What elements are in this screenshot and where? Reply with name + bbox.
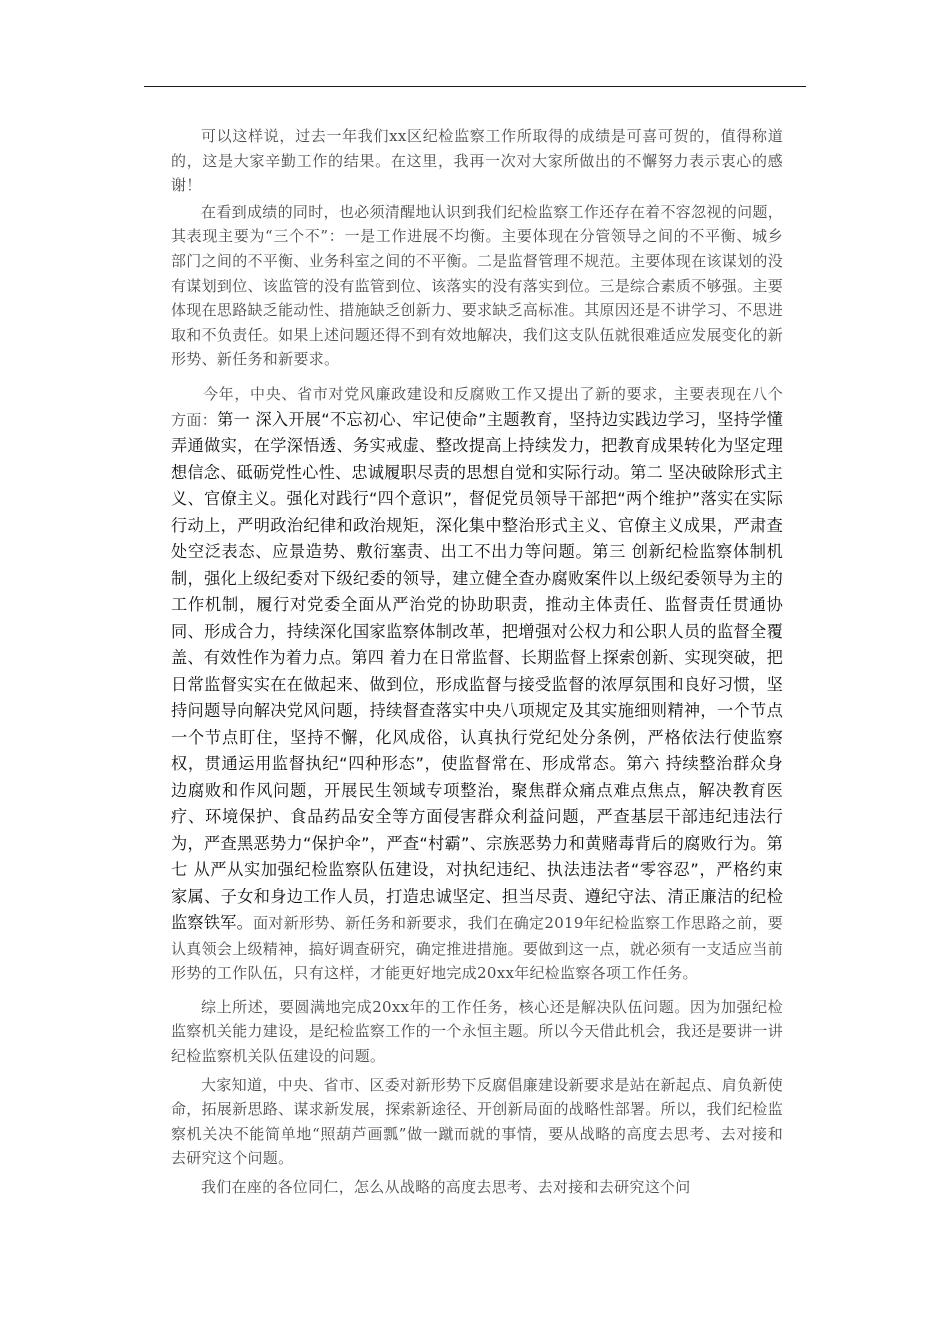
paragraph-strategy: 大家知道，中央、省市、区委对新形势下反腐倡廉建设新要求是站在新起点、肩负新使命，拓展新思路、谋求新发展，探索新途径、开创新局面的战略性部署。所以，我们纪检监察机关决不能简单地“照葫芦画瓢”做一蹴而就的事情，要从战略的高度去思考、去对接和去研究这个问题。 [171,1075,784,1168]
paragraph-achievements: 可以这样说，过去一年我们xx区纪检监察工作所取得的成绩是可喜可贺的，值得称道的，这是大家辛勤工作的结果。在这里，我再一次对大家所做出的不懈努力表示衷心的感谢！ [171,127,783,195]
paragraph-summary: 综上所述，要圆满地完成20xx年的工作任务，核心还是解决队伍问题。因为加强纪检监察机关能力建设，是纪检监察工作的一个永恒主题。所以今天借此机会，我还是要讲一讲纪检监察机关队伍建设的问题。 [171,997,784,1065]
requirements-conclusion: 面对新形势、新任务和新要求，我们在确定2019年纪检监察工作思路之前，要认真领会上级精神，搞好调查研究，确定推进措施。要做到这一点，就必须有一支适应当前形势的工作队伍，只有这样，才能更好地完成20xx年纪检监察各项工作任务。 [171,914,784,983]
header-rule [144,86,806,87]
document-body [171,124,783,1199]
requirements-points: 第一 深入开展“不忘初心、牢记使命”主题教育，坚持边实践边学习，坚持学懂弄通做实，在学深悟透、务实戒虚、整改提高上持续发力，把教育成果转化为坚定理想信念、砥砺党性心性、忠诚履职尽责的思想自觉和实际行动。第二 坚决破除形式主义、官僚主义。强化对践行“四个意识”，督促党员领导干部把“两个维护”落实在实际行动上，严明政治纪律和政治规矩，深化集中整治形式主义、官僚主义成果，严肃查处空泛表态、应景造势、敷衍塞责、出工不出力等问题。第三 创新纪检监察体制机制，强化上级纪委对下级纪委的领导，建立健全查办腐败案件以上级纪委领导为主的工作机制，履行对党委全面从严治党的协助职责，推动主体责任、监督责任贯通协同、形成合力，持续深化国家监察体制改革，把增强对公权力和公职人员的监督全覆盖、有效性作为着力点。第四 着力在日常监督、长期监督上探索创新、实现突破，把日常监督实实在在做起来、做到位，形成监督与接受监督的浓厚氛围和良好习惯，坚持问题导向解决党风问题，持续督查落实中央八项规定及其实施细则精神，一个节点一个节点盯住，坚持不懈，化风成俗，认真执行党纪处分条例，严格依法行使监察权，贯通运用监督执纪“四种形态”，使监督常在、形成常态。第六 持续整治群众身边腐败和作风问题，开展民生领域专项整治，聚焦群众痛点难点焦点，解决教育医疗、环境保护、食品药品安全等方面侵害群众利益问题，严查基层干部违纪违法行为，严查黑恶势力“保护伞”，严查“村霸”、宗族恶势力和黄赌毒背后的腐败行为。第七 从严从实加强纪检监察队伍建设，对执纪违纪、执法违法者“零容忍”，严格约束家属、子女和身边工作人员，打造忠诚坚定、担当尽责、遵纪守法、清正廉洁的纪检监察铁军。 [171,409,783,933]
paragraph-closing: 我们在座的各位同仁，怎么从战略的高度去思考、去对接和去研究这个问 [201,1177,691,1196]
requirements-intro: 今年，中央、省市对党风廉政建设和反腐败工作又提出了新的要求，主要表现在八个方面： [171,384,783,429]
paragraph-problems: 在看到成绩的同时，也必须清醒地认识到我们纪检监察工作还存在着不容忽视的问题，其表现主要为“三个不”：一是工作进展不均衡。主要体现在分管领导之间的不平衡、城乡部门之间的不平衡、业务科室之间的不平衡。二是监督管理不规范。主要体现在该谋划的没有谋划到位、该监管的没有监管到位、该落实的没有落实到位。三是综合素质不够强。主要体现在思路缺乏能动性、措施缺乏创新力、要求缺乏高标准。其原因还是不讲学习、不思进取和不负责任。如果上述问题还得不到有效地解决，我们这支队伍就很难适应发展变化的新形势、新任务和新要求。 [171,202,784,369]
paragraph-new-requirements [171,382,783,986]
